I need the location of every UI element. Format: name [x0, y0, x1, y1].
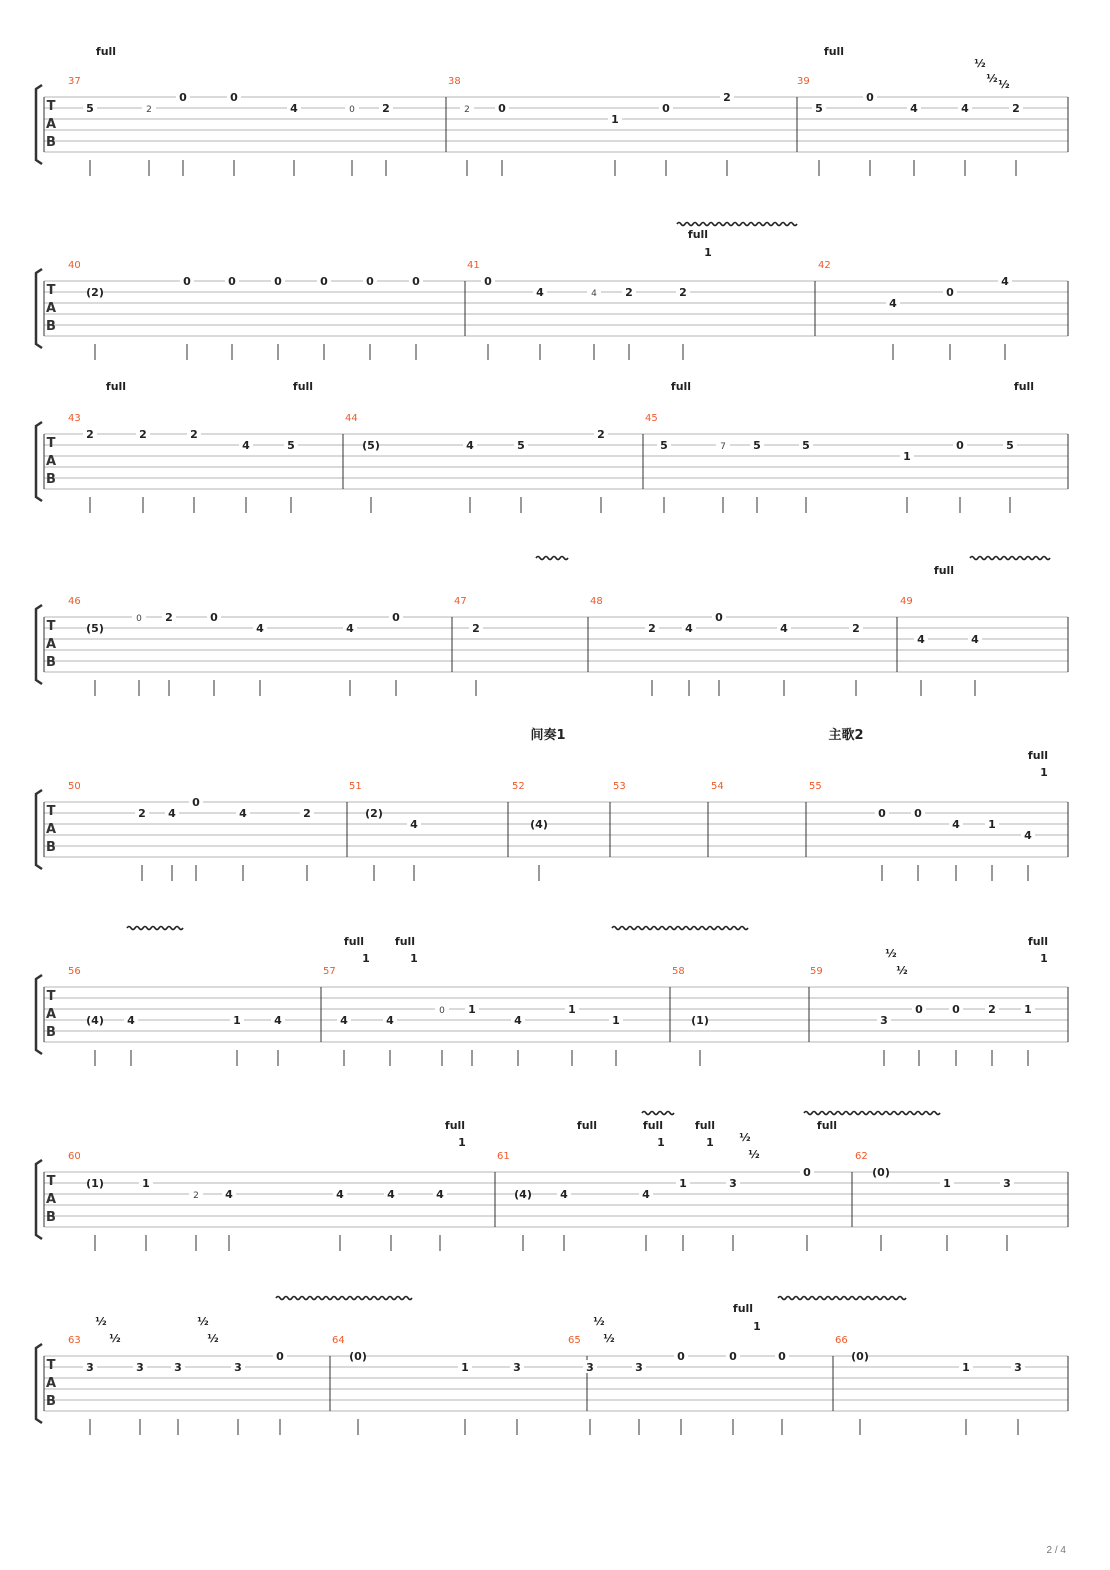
fret-number: 3 [1014, 1361, 1022, 1374]
tab-clef-letter: A [45, 454, 57, 469]
fret-number: 0 [366, 275, 374, 288]
bar-number: 37 [68, 76, 81, 87]
bar-number: 60 [68, 1151, 81, 1162]
bend-label: full [1027, 749, 1049, 762]
bar-number: 42 [818, 260, 831, 271]
bend-label: ½ [207, 1332, 219, 1345]
bar-number: 53 [613, 781, 626, 792]
vibrato-mark [804, 1112, 940, 1115]
fret-number: 2 [472, 622, 480, 635]
bend-label: 1 [458, 1136, 466, 1149]
fret-number: 4 [340, 1014, 348, 1027]
fret-number: 0 [439, 1006, 445, 1016]
system-bracket [36, 975, 42, 1054]
bend-label: 1 [706, 1136, 714, 1149]
fret-number: 1 [568, 1003, 576, 1016]
fret-number: 0 [349, 105, 355, 115]
fret-number: 4 [436, 1188, 444, 1201]
bar-number: 39 [797, 76, 810, 87]
bar-number: 47 [454, 596, 467, 607]
fret-number: 0 [866, 91, 874, 104]
bar-number: 41 [467, 260, 480, 271]
fret-number: 4 [961, 102, 969, 115]
fret-number: 2 [382, 102, 390, 115]
fret-number: 4 [168, 807, 176, 820]
fret-number: 0 [803, 1166, 811, 1179]
tab-clef-letter: A [45, 822, 57, 837]
fret-number: (5) [362, 439, 380, 452]
bend-label: full [105, 380, 127, 393]
fret-number: 3 [1003, 1177, 1011, 1190]
tab-clef-letter: A [45, 1007, 57, 1022]
bend-label: full [576, 1119, 598, 1132]
tab-clef-letter: T [46, 99, 56, 114]
fret-number: 4 [225, 1188, 233, 1201]
bar-number: 58 [672, 966, 685, 977]
fret-number: (0) [349, 1350, 367, 1363]
tab-clef-letter: A [45, 301, 57, 316]
fret-number: 0 [392, 611, 400, 624]
fret-number: 4 [642, 1188, 650, 1201]
fret-number: 4 [971, 633, 979, 646]
bar-number: 50 [68, 781, 81, 792]
vibrato-mark [536, 557, 568, 560]
system-bracket [36, 605, 42, 684]
tab-system [36, 45, 1068, 176]
bar-number: 61 [497, 1151, 510, 1162]
fret-number: 1 [943, 1177, 951, 1190]
bend-label: full [823, 45, 845, 58]
bend-label: ½ [109, 1332, 121, 1345]
bar-number: 65 [568, 1335, 581, 1346]
page-indicator: 2 / 4 [1046, 1545, 1066, 1556]
bend-label: 1 [704, 246, 712, 259]
bend-label: ½ [593, 1315, 605, 1328]
fret-number: 2 [852, 622, 860, 635]
fret-number: 4 [591, 289, 597, 299]
fret-number: 2 [597, 428, 605, 441]
bar-number: 54 [711, 781, 724, 792]
fret-number: 0 [915, 1003, 923, 1016]
fret-number: 4 [536, 286, 544, 299]
bend-label: full [933, 564, 955, 577]
fret-number: 0 [715, 611, 723, 624]
fret-number: (2) [365, 807, 383, 820]
fret-number: 3 [174, 1361, 182, 1374]
fret-number: 4 [685, 622, 693, 635]
fret-number: 3 [880, 1014, 888, 1027]
tab-system [36, 223, 1068, 361]
fret-number: 4 [242, 439, 250, 452]
tab-clef-letter: B [46, 1210, 56, 1225]
fret-number: 4 [386, 1014, 394, 1027]
bar-number: 44 [345, 413, 358, 424]
fret-number: 1 [461, 1361, 469, 1374]
fret-number: (1) [86, 1177, 104, 1190]
system-bracket [36, 1344, 42, 1423]
bar-number: 45 [645, 413, 658, 424]
fret-number: 0 [183, 275, 191, 288]
fret-number: (5) [86, 622, 104, 635]
tab-clef-letter: B [46, 655, 56, 670]
fret-number: 0 [484, 275, 492, 288]
fret-number: 4 [952, 818, 960, 831]
fret-number: 1 [988, 818, 996, 831]
system-bracket [36, 422, 42, 501]
bend-label: ½ [739, 1131, 751, 1144]
bend-label: ½ [974, 57, 986, 70]
tab-clef-letter: T [46, 1358, 56, 1373]
fret-number: 4 [917, 633, 925, 646]
tab-clef-letter: T [46, 283, 56, 298]
fret-number: 0 [276, 1350, 284, 1363]
tab-system [36, 1297, 1068, 1436]
fret-number: 0 [956, 439, 964, 452]
fret-number: 0 [192, 796, 200, 809]
vibrato-mark [778, 1297, 906, 1300]
fret-number: 2 [303, 807, 311, 820]
bend-label: ½ [896, 964, 908, 977]
fret-number: (1) [691, 1014, 709, 1027]
fret-number: 3 [234, 1361, 242, 1374]
bend-label: 1 [657, 1136, 665, 1149]
fret-number: 2 [146, 105, 152, 115]
fret-number: 2 [679, 286, 687, 299]
fret-number: 5 [802, 439, 810, 452]
fret-number: 4 [889, 297, 897, 310]
bar-number: 59 [810, 966, 823, 977]
fret-number: 7 [720, 442, 726, 452]
vibrato-mark [677, 223, 797, 226]
fret-number: (4) [514, 1188, 532, 1201]
fret-number: 3 [513, 1361, 521, 1374]
fret-number: 0 [662, 102, 670, 115]
fret-number: 5 [815, 102, 823, 115]
bend-label: full [1013, 380, 1035, 393]
fret-number: 0 [210, 611, 218, 624]
bar-number: 48 [590, 596, 603, 607]
fret-number: (0) [851, 1350, 869, 1363]
system-bracket [36, 1160, 42, 1239]
fret-number: 0 [274, 275, 282, 288]
tab-clef-letter: A [45, 1376, 57, 1391]
fret-number: (4) [530, 818, 548, 831]
tab-system [36, 727, 1068, 881]
tab-system [36, 380, 1068, 513]
fret-number: 4 [290, 102, 298, 115]
vibrato-mark [970, 557, 1050, 560]
system-bracket [36, 790, 42, 869]
bar-number: 51 [349, 781, 362, 792]
fret-number: 4 [256, 622, 264, 635]
tab-clef-letter: B [46, 472, 56, 487]
bend-label: ½ [95, 1315, 107, 1328]
tab-clef-letter: T [46, 436, 56, 451]
fret-number: 4 [387, 1188, 395, 1201]
tab-clef-letter: B [46, 135, 56, 150]
bend-label: full [95, 45, 117, 58]
fret-number: 0 [778, 1350, 786, 1363]
tab-clef-letter: A [45, 1192, 57, 1207]
bar-number: 52 [512, 781, 525, 792]
fret-number: 2 [1012, 102, 1020, 115]
bar-number: 49 [900, 596, 913, 607]
bend-label: full [444, 1119, 466, 1132]
bar-number: 64 [332, 1335, 345, 1346]
fret-number: 4 [346, 622, 354, 635]
vibrato-mark [612, 927, 748, 930]
bend-label: 1 [1040, 952, 1048, 965]
bend-label: full [1027, 935, 1049, 948]
fret-number: (2) [86, 286, 104, 299]
fret-number: 4 [1001, 275, 1009, 288]
fret-number: 2 [190, 428, 198, 441]
bend-label: 1 [1040, 766, 1048, 779]
bend-label: full [292, 380, 314, 393]
section-label: 间奏1 [530, 728, 566, 743]
fret-number: 4 [910, 102, 918, 115]
fret-number: 5 [287, 439, 295, 452]
fret-number: 2 [625, 286, 633, 299]
vibrato-mark [642, 1112, 674, 1115]
vibrato-mark [127, 927, 183, 930]
fret-number: 4 [336, 1188, 344, 1201]
fret-number: 2 [193, 1191, 199, 1201]
fret-number: 0 [878, 807, 886, 820]
tab-clef-letter: T [46, 989, 56, 1004]
fret-number: 1 [142, 1177, 150, 1190]
fret-number: 0 [179, 91, 187, 104]
fret-number: 4 [127, 1014, 135, 1027]
fret-number: 1 [903, 450, 911, 463]
fret-number: 0 [677, 1350, 685, 1363]
fret-number: 1 [962, 1361, 970, 1374]
fret-number: 4 [466, 439, 474, 452]
system-bracket [36, 85, 42, 164]
fret-number: 0 [230, 91, 238, 104]
bend-label: ½ [197, 1315, 209, 1328]
fret-number: 5 [753, 439, 761, 452]
bend-label: full [670, 380, 692, 393]
fret-number: 0 [946, 286, 954, 299]
fret-number: 5 [86, 102, 94, 115]
tab-clef-letter: B [46, 319, 56, 334]
fret-number: 1 [611, 113, 619, 126]
tab-system [36, 1112, 1068, 1252]
fret-number: 1 [612, 1014, 620, 1027]
bar-number: 66 [835, 1335, 848, 1346]
fret-number: 3 [136, 1361, 144, 1374]
bend-label: ½ [748, 1148, 760, 1161]
bend-label: ½ [603, 1332, 615, 1345]
bend-label: 1 [410, 952, 418, 965]
tab-clef-letter: T [46, 804, 56, 819]
fret-number: 4 [514, 1014, 522, 1027]
fret-number: 4 [560, 1188, 568, 1201]
fret-number: (4) [86, 1014, 104, 1027]
fret-number: 0 [320, 275, 328, 288]
bar-number: 38 [448, 76, 461, 87]
tab-clef-letter: T [46, 1174, 56, 1189]
fret-number: 1 [468, 1003, 476, 1016]
bar-number: 46 [68, 596, 81, 607]
tab-clef-letter: B [46, 840, 56, 855]
bend-label: ½ [885, 947, 897, 960]
tab-clef-letter: A [45, 117, 57, 132]
bar-number: 55 [809, 781, 822, 792]
fret-number: 2 [464, 105, 470, 115]
tab-system [36, 927, 1068, 1067]
fret-number: 0 [228, 275, 236, 288]
bend-label: 1 [362, 952, 370, 965]
tab-clef-letter: A [45, 637, 57, 652]
section-label: 主歌2 [828, 728, 864, 743]
fret-number: 4 [1024, 829, 1032, 842]
bar-number: 57 [323, 966, 336, 977]
fret-number: 5 [660, 439, 668, 452]
fret-number: 4 [780, 622, 788, 635]
fret-number: 0 [952, 1003, 960, 1016]
fret-number: 2 [139, 428, 147, 441]
fret-number: 2 [648, 622, 656, 635]
fret-number: 0 [914, 807, 922, 820]
bar-number: 63 [68, 1335, 81, 1346]
fret-number: 4 [239, 807, 247, 820]
bend-label: ½ [986, 72, 998, 85]
fret-number: 2 [988, 1003, 996, 1016]
bar-number: 40 [68, 260, 81, 271]
tab-clef-letter: B [46, 1025, 56, 1040]
bend-label: full [816, 1119, 838, 1132]
fret-number: 5 [1006, 439, 1014, 452]
bar-number: 62 [855, 1151, 868, 1162]
fret-number: 1 [233, 1014, 241, 1027]
bend-label: full [394, 935, 416, 948]
bend-label: 1 [753, 1320, 761, 1333]
fret-number: 3 [86, 1361, 94, 1374]
bend-label: full [694, 1119, 716, 1132]
fret-number: 0 [136, 614, 142, 624]
vibrato-mark [276, 1297, 412, 1300]
fret-number: 2 [138, 807, 146, 820]
tab-system [36, 557, 1068, 697]
system-bracket [36, 269, 42, 348]
fret-number: 4 [410, 818, 418, 831]
fret-number: 2 [86, 428, 94, 441]
fret-number: 3 [635, 1361, 643, 1374]
fret-number: 3 [729, 1177, 737, 1190]
fret-number: 4 [274, 1014, 282, 1027]
fret-number: 0 [729, 1350, 737, 1363]
bar-number: 56 [68, 966, 81, 977]
fret-number: 0 [412, 275, 420, 288]
fret-number: 1 [1024, 1003, 1032, 1016]
bend-label: ½ [998, 78, 1010, 91]
bend-label: full [732, 1302, 754, 1315]
fret-number: (0) [872, 1166, 890, 1179]
bend-label: full [687, 228, 709, 241]
tab-clef-letter: T [46, 619, 56, 634]
fret-number: 2 [165, 611, 173, 624]
fret-number: 3 [586, 1361, 594, 1374]
fret-number: 1 [679, 1177, 687, 1190]
bend-label: full [642, 1119, 664, 1132]
fret-number: 2 [723, 91, 731, 104]
bend-label: full [343, 935, 365, 948]
fret-number: 5 [517, 439, 525, 452]
bar-number: 43 [68, 413, 81, 424]
tab-clef-letter: B [46, 1394, 56, 1409]
fret-number: 0 [498, 102, 506, 115]
